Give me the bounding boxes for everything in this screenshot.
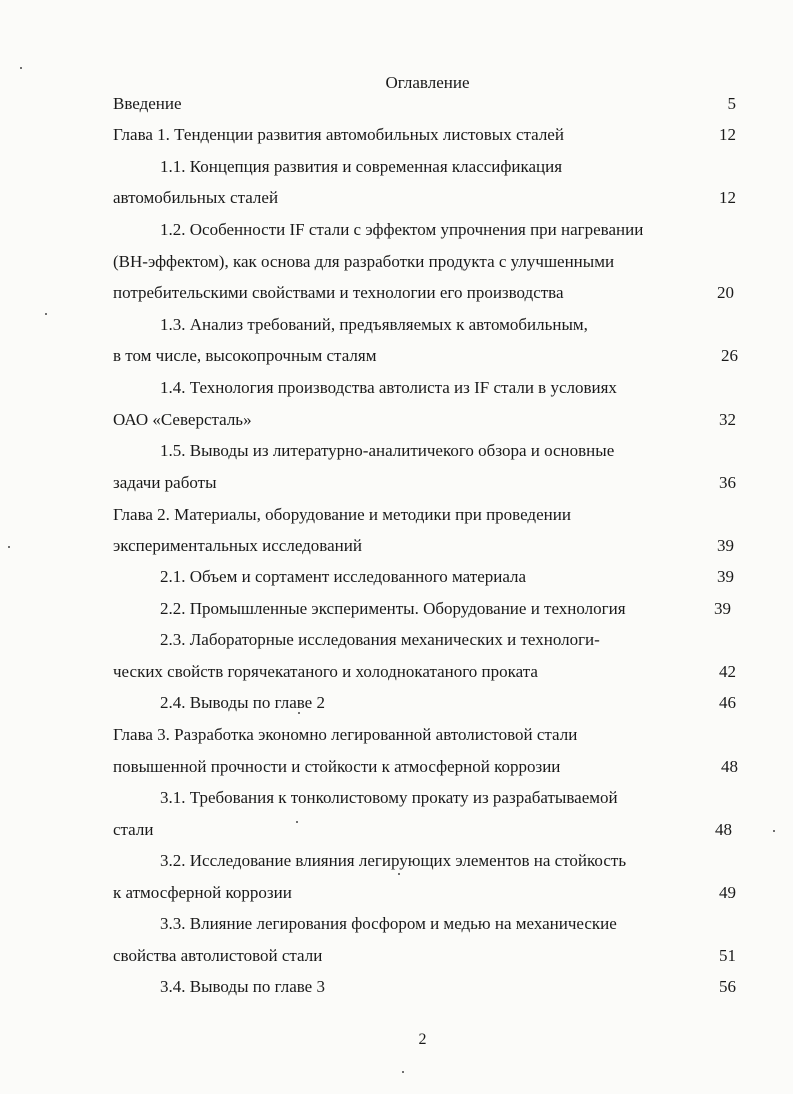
toc-page-number: 39 bbox=[714, 599, 731, 618]
toc-line: Глава 2. Материалы, оборудование и методики при проведении bbox=[113, 505, 571, 524]
toc-line: 1.4. Технология производства автолиста из IF стали в условиях bbox=[160, 378, 617, 397]
scan-speck bbox=[45, 313, 47, 315]
toc-line: 2.3. Лабораторные исследования механических и технологи- bbox=[160, 630, 600, 649]
toc-line: задачи работы bbox=[113, 473, 217, 492]
scan-speck bbox=[20, 67, 22, 69]
toc-line: 3.1. Требования к тонколистовому прокату из разрабатываемой bbox=[160, 788, 618, 807]
toc-page-number: 56 bbox=[719, 977, 736, 996]
toc-page-number: 51 bbox=[719, 946, 736, 965]
toc-page-number: 39 bbox=[717, 536, 734, 555]
toc-page-number: 5 bbox=[727, 94, 736, 113]
toc-line: 1.3. Анализ требований, предъявляемых к автомобильным, bbox=[160, 315, 588, 334]
scan-speck bbox=[296, 821, 298, 823]
scan-speck bbox=[298, 712, 300, 714]
toc-line: свойства автолистовой стали bbox=[113, 946, 323, 965]
toc-line: 1.2. Особенности IF стали с эффектом упрочнения при нагревании bbox=[160, 220, 644, 239]
toc-line: 3.4. Выводы по главе 3 bbox=[160, 977, 325, 996]
toc-line: ОАО «Северсталь» bbox=[113, 410, 252, 429]
toc-page-number: 36 bbox=[719, 473, 736, 492]
toc-line: 1.5. Выводы из литературно-аналитичекого обзора и основные bbox=[160, 441, 615, 460]
toc-line: автомобильных сталей bbox=[113, 188, 279, 207]
toc-line: Глава 1. Тенденции развития автомобильных листовых сталей bbox=[113, 125, 564, 144]
toc-line: к атмосферной коррозии bbox=[113, 883, 292, 902]
toc-page-number: 39 bbox=[717, 567, 734, 586]
toc-page-number: 20 bbox=[717, 283, 734, 302]
toc-page-number: 42 bbox=[719, 662, 736, 681]
toc-line: потребительскими свойствами и технологии его производства bbox=[113, 283, 564, 302]
toc-page-number: 12 bbox=[719, 188, 736, 207]
toc-line: 1.1. Концепция развития и современная классификация bbox=[160, 157, 563, 176]
scan-speck bbox=[8, 546, 10, 548]
toc-line: ческих свойств горячекатаного и холоднокатаного проката bbox=[113, 662, 538, 681]
toc-line: 2.2. Промышленные эксперименты. Оборудование и технология bbox=[160, 599, 626, 618]
toc-line: 3.2. Исследование влияния легирующих элементов на стойкость bbox=[160, 851, 627, 870]
toc-page-number: 46 bbox=[719, 693, 736, 712]
toc-page-number: 49 bbox=[719, 883, 736, 902]
page-number: 2 bbox=[418, 1031, 427, 1048]
scan-speck bbox=[402, 1071, 404, 1073]
toc-page-number: 12 bbox=[719, 125, 736, 144]
toc-line: повышенной прочности и стойкости к атмосферной коррозии bbox=[113, 757, 561, 776]
toc-line: (ВН-эффектом), как основа для разработки продукта с улучшенными bbox=[113, 252, 615, 271]
toc-page-number: 48 bbox=[721, 757, 738, 776]
toc-line: экспериментальных исследований bbox=[113, 536, 362, 555]
toc-page-number: 48 bbox=[715, 820, 732, 839]
toc-line: стали bbox=[113, 820, 154, 839]
scan-speck bbox=[398, 873, 400, 875]
scan-speck bbox=[773, 830, 775, 832]
toc-line: в том числе, высокопрочным сталям bbox=[113, 346, 377, 365]
toc-line: 2.4. Выводы по главе 2 bbox=[160, 693, 325, 712]
toc-line: Введение bbox=[113, 94, 182, 113]
toc-title: Оглавление bbox=[385, 73, 470, 92]
toc-line: 2.1. Объем и сортамент исследованного материала bbox=[160, 567, 527, 586]
toc-line: Глава 3. Разработка экономно легированной автолистовой стали bbox=[113, 725, 578, 744]
toc-page-number: 32 bbox=[719, 410, 736, 429]
toc-line: 3.3. Влияние легирования фосфором и медью на механические bbox=[160, 914, 617, 933]
toc-page-number: 26 bbox=[721, 346, 738, 365]
